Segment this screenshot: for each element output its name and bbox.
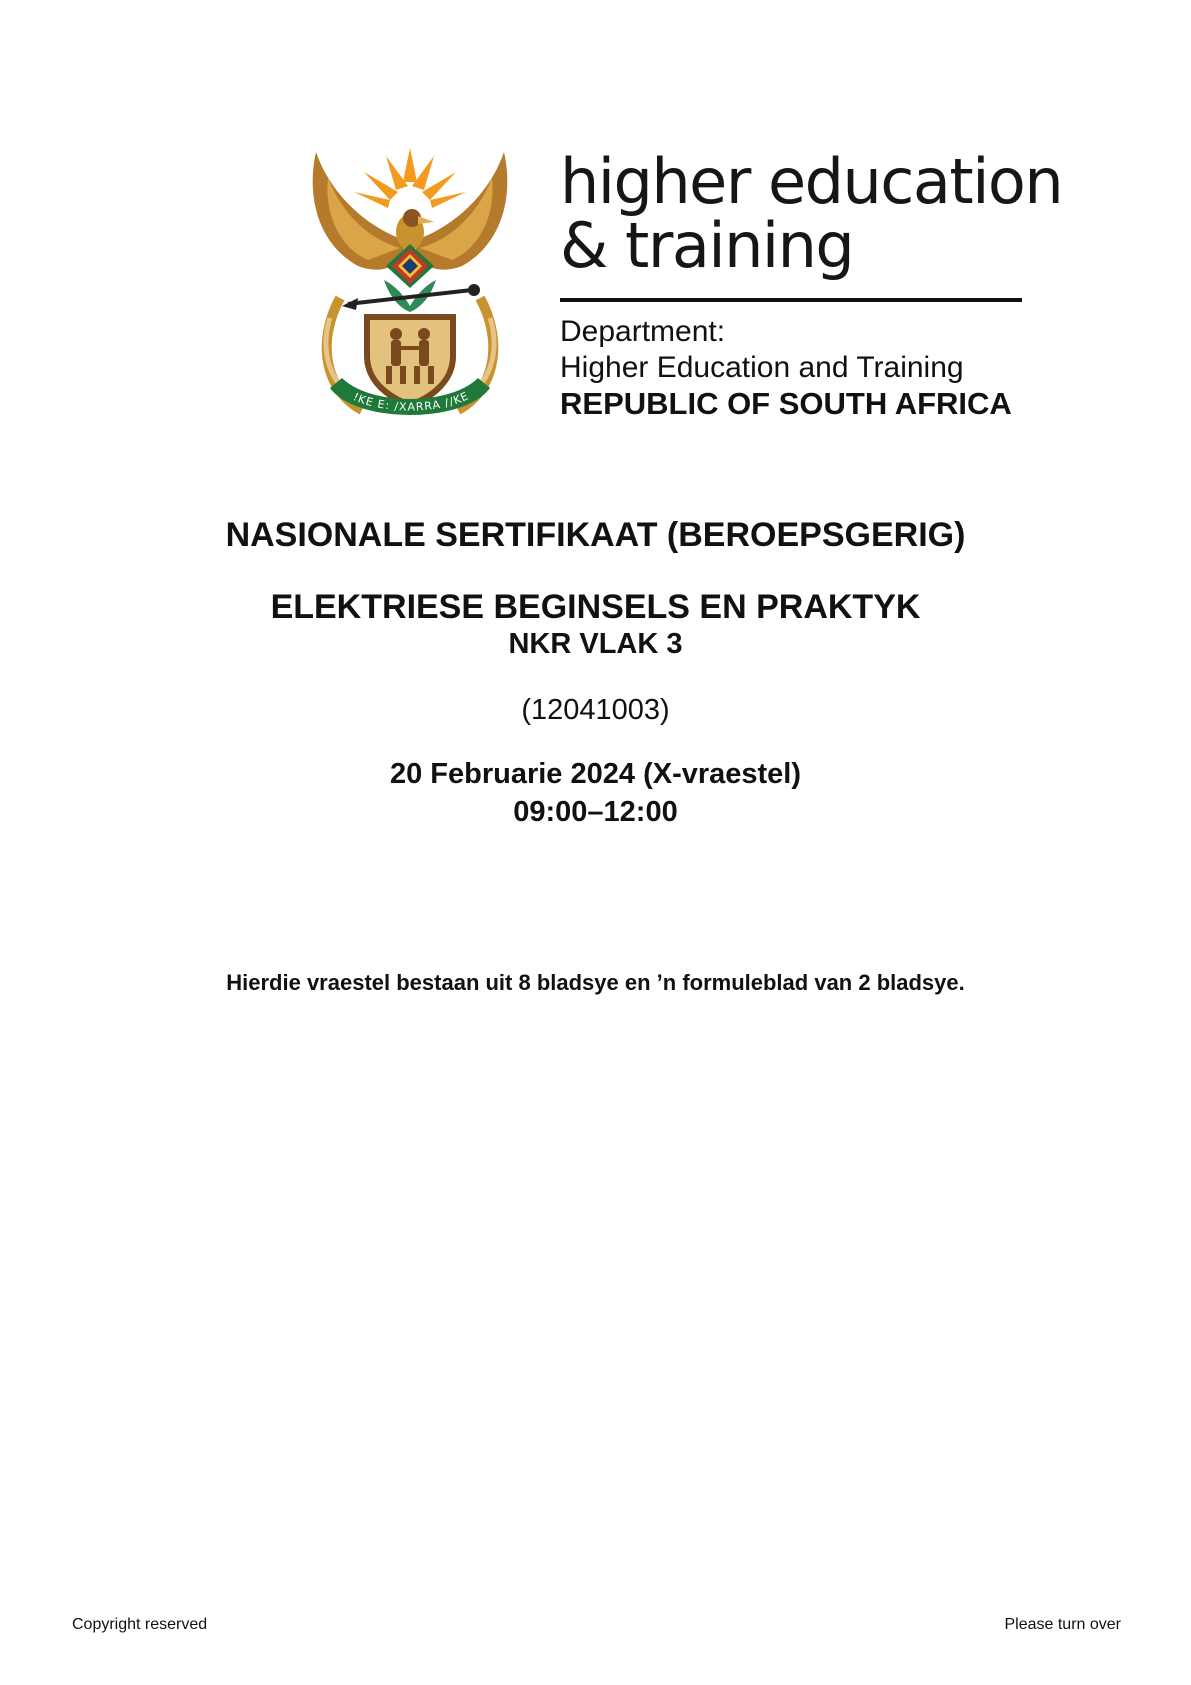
exam-time: 09:00–12:00: [513, 796, 678, 828]
exam-date: 20 Februarie 2024 (X-vraestel): [389, 758, 802, 790]
brand-line2: & training: [560, 209, 854, 282]
level-title: NKR VLAK 3: [508, 628, 683, 660]
department-name: Higher Education and Training: [560, 351, 964, 384]
subject-title: ELEKTRIESE BEGINSELS EN PRAKTYK: [270, 588, 921, 626]
country-name: REPUBLIC OF SOUTH AFRICA: [560, 386, 1012, 421]
brand-divider: [560, 298, 1022, 302]
coat-of-arms-icon: [300, 148, 520, 430]
brand-block: [560, 145, 1063, 422]
emblem-motto: !KE E: /XARRA //KE: [351, 389, 472, 414]
subject-code: (12041003): [521, 694, 670, 726]
brand-line1: higher education: [560, 145, 1063, 218]
department-label: Department:: [560, 315, 726, 348]
certificate-title: NASIONALE SERTIFIKAAT (BEROEPSGERIG): [225, 516, 966, 554]
turn-over-notice: Please turn over: [1004, 1616, 1121, 1633]
copyright-notice: Copyright reserved: [72, 1616, 208, 1633]
department-block: [560, 314, 1030, 422]
page-count-note: Hierdie vraestel bestaan uit 8 bladsye en ’n formuleblad van 2 bladsye.: [226, 970, 965, 995]
